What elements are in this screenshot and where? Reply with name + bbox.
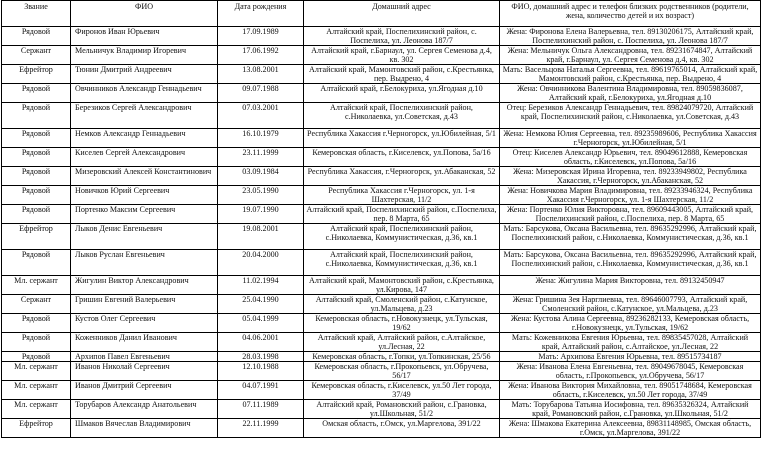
cell-rank: Рядовой: [2, 129, 71, 148]
table-row: [2, 103, 761, 129]
cell-name: Фиронов Иван Юрьевич: [71, 27, 218, 46]
cell-address: Алтайский край, Романовский район, с.Грановка, ул.Школьная, 51/2: [304, 400, 500, 419]
cell-rank: Рядовой: [2, 186, 71, 205]
table-row: [2, 362, 761, 381]
cell-address: Кемеровская область, г.Топки, ул.Топкинская, 25/56: [304, 352, 500, 362]
cell-dob: 25.04.1990: [218, 295, 304, 314]
cell-name: Иванов Николай Сергеевич: [71, 362, 218, 381]
cell-rank: Мл. сержант: [2, 381, 71, 400]
personnel-table: [1, 0, 761, 438]
cell-rank: Рядовой: [2, 148, 71, 167]
cell-dob: 17.09.1989: [218, 27, 304, 46]
cell-dob: 05.04.1999: [218, 314, 304, 333]
cell-address: Алтайский край, г.Барнаул, ул. Сергея Семенова д.4, кв. 302: [304, 46, 500, 65]
header-name: ФИО: [71, 1, 218, 27]
table-body: [2, 27, 761, 438]
cell-name: Архипов Павел Евгеньевич: [71, 352, 218, 362]
table-row: [2, 419, 761, 438]
cell-relatives: Мать: Барсукова, Оксана Васильевна, тел. 89635292996, Алтайский край, Поспелихинский район, с.Николаевка, Коммунистическая, д.36, кв.1: [500, 224, 761, 250]
cell-address: Алтайский край, Поспелихинский район, с.Поспелиха, пер. 8 Марта, 65: [304, 205, 500, 224]
cell-rank: Рядовой: [2, 352, 71, 362]
cell-address: Алтайский край, г.Белокуриха, ул.Ягодная д.10: [304, 84, 500, 103]
table-row: [2, 333, 761, 352]
cell-relatives: Мать: Архипова Евгения Юрьевна, тел. 89515734187: [500, 352, 761, 362]
cell-rank: Рядовой: [2, 333, 71, 352]
cell-relatives: Жена: Мизеровская Ирина Игоревна, тел. 89233949802, Республика Хакассия, г.Черногорск, ул.Абаканская, 52: [500, 167, 761, 186]
cell-dob: 16.10.1979: [218, 129, 304, 148]
cell-name: Иванов Дмитрий Сергеевич: [71, 381, 218, 400]
cell-relatives: Мать: Васельцова Наталья Сергеевна, тел. 89619765014, Алтайский край, Мамонтовский район, с.Крестьянка, пер. Выдрено, 4: [500, 65, 761, 84]
cell-name: Новичков Юрий Сергеевич: [71, 186, 218, 205]
cell-address: Алтайский край, Мамонтовский район, с.Крестьянка, ул.Кирова, 147: [304, 276, 500, 295]
cell-dob: 13.08.2001: [218, 65, 304, 84]
cell-dob: 17.06.1992: [218, 46, 304, 65]
header-rank: Звание: [2, 1, 71, 27]
cell-address: Кемеровская область, г.Киселевск, ул.Попова, 5а/16: [304, 148, 500, 167]
cell-address: Алтайский край, Поспелихинский район, с.Николаевка, ул.Советская, д.43: [304, 103, 500, 129]
cell-relatives: Жена: Фиронова Елена Валерьевна, тел. 89130206175, Алтайский край, Поспелихинский район, с. Поспелиха, ул. Леонова 187/7: [500, 27, 761, 46]
cell-relatives: Жена: Кустова Алина Сергеевна, 89236282133, Кемеровская область, г.Новокузнецк, ул.Тульская, 19/62: [500, 314, 761, 333]
table-row: [2, 186, 761, 205]
cell-dob: 28.03.1998: [218, 352, 304, 362]
cell-dob: 03.09.1984: [218, 167, 304, 186]
cell-relatives: Жена: Иванова Елена Евгеньевна, тел. 89049678045, Кемеровская область, г.Прокопьевск, ул.Обручева, 56/17: [500, 362, 761, 381]
cell-address: Алтайский край, Смоленский район, с.Катунское, ул.Мальцева, д.23: [304, 295, 500, 314]
header-address: Домашний адрес: [304, 1, 500, 27]
cell-rank: Мл. сержант: [2, 276, 71, 295]
table-row: [2, 148, 761, 167]
cell-name: Лыков Руслан Евгеньевич: [71, 250, 218, 276]
cell-rank: Мл. сержант: [2, 400, 71, 419]
cell-dob: 12.10.1988: [218, 362, 304, 381]
cell-name: Торубаров Александр Анатольевич: [71, 400, 218, 419]
table-row: [2, 250, 761, 276]
cell-dob: 23.11.1999: [218, 148, 304, 167]
cell-name: Мизеровский Алексей Константинович: [71, 167, 218, 186]
cell-dob: 19.07.1990: [218, 205, 304, 224]
cell-name: Портенко Максим Сергеевич: [71, 205, 218, 224]
cell-rank: Ефрейтор: [2, 65, 71, 84]
cell-name: Мельничук Владимир Игоревич: [71, 46, 218, 65]
table-row: [2, 205, 761, 224]
cell-rank: Рядовой: [2, 205, 71, 224]
cell-rank: Рядовой: [2, 167, 71, 186]
table-row: [2, 46, 761, 65]
header-relatives: ФИО, домашний адрес и телефон близких родственников (родители, жена, количество детей и их возраст): [500, 1, 761, 27]
table-row: [2, 314, 761, 333]
cell-address: Алтайский край, Поспелихинский район, с.Николаевка, Коммунистическая, д.36, кв.1: [304, 224, 500, 250]
cell-relatives: Жена: Овчинникова Валентина Владимировна, тел. 89059836087, Алтайский край, г.Белокуриха, ул.Ягодная д.10: [500, 84, 761, 103]
table-row: [2, 224, 761, 250]
cell-rank: Ефрейтор: [2, 419, 71, 438]
cell-rank: Мл. сержант: [2, 362, 71, 381]
cell-address: Омская область, г.Омск, ул.Маргелова, 391/22: [304, 419, 500, 438]
cell-dob: 19.08.2001: [218, 224, 304, 250]
cell-address: Алтайский край, Мамонтовский район, с.Крестьянка, пер. Выдрено, 4: [304, 65, 500, 84]
table-row: [2, 400, 761, 419]
table-row: [2, 84, 761, 103]
header-dob: Дата рождения: [218, 1, 304, 27]
cell-relatives: Жена: Шмакова Екатерина Алексеевна, 89831148985, Омская область, г.Омск, ул.Маргелова, 391/22: [500, 419, 761, 438]
cell-relatives: Жена: Гришина Зея Нарглиевна, тел. 89646007793, Алтайский край, Смоленский район, с.Катунское, ул.Мальцева, д.23: [500, 295, 761, 314]
cell-address: Кемеровская область, г.Прокопьевск, ул.Обручева, 56/17: [304, 362, 500, 381]
cell-name: Коженников Данил Иванович: [71, 333, 218, 352]
cell-dob: 04.07.1991: [218, 381, 304, 400]
cell-relatives: Жена: Новичкова Мария Владимировна, тел. 89233946324, Республика Хакассия г.Черногорск, ул. 1-я Шахтерская, 11/2: [500, 186, 761, 205]
cell-dob: 07.11.1989: [218, 400, 304, 419]
cell-dob: 09.07.1988: [218, 84, 304, 103]
table-row: [2, 65, 761, 84]
cell-rank: Рядовой: [2, 314, 71, 333]
cell-name: Шмаков Вячеслав Владимирович: [71, 419, 218, 438]
cell-name: Жигулин Виктор Александрович: [71, 276, 218, 295]
cell-address: Алтайский край, Поспелихинский район, с.Николаевка, Коммунистическая, д.36, кв.1: [304, 250, 500, 276]
cell-address: Республика Хакассия, г.Черногорск, ул.Абаканская, 52: [304, 167, 500, 186]
cell-rank: Сержант: [2, 46, 71, 65]
table-row: [2, 276, 761, 295]
cell-dob: 23.05.1990: [218, 186, 304, 205]
cell-relatives: Отец: Киселев Александр Юрьевич, тел. 89049612888, Кемеровская область, г.Киселевск, ул.Попова, 5а/16: [500, 148, 761, 167]
table-row: [2, 129, 761, 148]
cell-rank: Ефрейтор: [2, 224, 71, 250]
cell-relatives: Мать: Торубарова Татьяна Иосифовна, тел. 89635326324, Алтайский край, Романовский район, с.Грановка, ул.Школьная, 51/2: [500, 400, 761, 419]
table-row: [2, 295, 761, 314]
cell-relatives: Жена: Жигулина Мария Викторовна, тел. 89132450947: [500, 276, 761, 295]
cell-dob: 04.06.2001: [218, 333, 304, 352]
cell-name: Киселев Сергей Александрович: [71, 148, 218, 167]
cell-name: Гришин Евгений Валерьевич: [71, 295, 218, 314]
cell-rank: Сержант: [2, 295, 71, 314]
cell-dob: 11.02.1994: [218, 276, 304, 295]
cell-rank: Рядовой: [2, 84, 71, 103]
cell-dob: 20.04.2000: [218, 250, 304, 276]
cell-name: Кустов Олег Сергеевич: [71, 314, 218, 333]
cell-relatives: Жена: Портенко Юлия Викторовна, тел. 89609443005, Алтайский край, Поспелихинский район, с.Поспелиха, пер. 8 Марта, 65: [500, 205, 761, 224]
cell-address: Алтайский край, Поспелихинский район, с. Поспелиха, ул. Леонова 187/7: [304, 27, 500, 46]
table-row: [2, 381, 761, 400]
table-row: [2, 27, 761, 46]
cell-name: Березиков Сергей Александрович: [71, 103, 218, 129]
cell-address: Республика Хакассия г.Черногорск, ул.Юбилейная, 5/1: [304, 129, 500, 148]
cell-address: Республика Хакассия г.Черногорск, ул. 1-я Шахтерская, 11/2: [304, 186, 500, 205]
cell-relatives: Мать: Кожевникова Евгения Юрьевна, тел. 89835457028, Алтайский край, Алтайский район, с.Алтайское, ул.Лесная, 22: [500, 333, 761, 352]
cell-relatives: Жена: Немкова Юлия Сергеевна, тел. 89235989606, Республика Хакассия г.Черногорск, ул.Юбилейная, 5/1: [500, 129, 761, 148]
cell-address: Кемеровская область, г.Новокузнецк, ул.Тульская, 19/62: [304, 314, 500, 333]
cell-dob: 07.03.2001: [218, 103, 304, 129]
cell-name: Лыков Денис Евгеньевич: [71, 224, 218, 250]
cell-address: Алтайский край, Алтайский район, с.Алтайское, ул.Лесная, 22: [304, 333, 500, 352]
cell-name: Тюнин Дмитрий Андреевич: [71, 65, 218, 84]
cell-address: Кемеровская область, г.Киселевск, ул.50 Лет города, 37/49: [304, 381, 500, 400]
cell-rank: Рядовой: [2, 27, 71, 46]
cell-relatives: Жена: Мельничук Ольга Александровна, тел. 89231674847, Алтайский край, г.Барнаул, ул. Сергея Семенова д.4, кв. 302: [500, 46, 761, 65]
cell-relatives: Отец: Березиков Александр Геннадьевич, тел. 89824079720, Алтайский край, Поспелихинский район, с.Николаевка, ул.Советская, д.43: [500, 103, 761, 129]
cell-rank: Рядовой: [2, 250, 71, 276]
cell-dob: 22.11.1999: [218, 419, 304, 438]
cell-rank: Рядовой: [2, 103, 71, 129]
table-header-row: [2, 1, 761, 27]
cell-name: Овчинников Александр Геннадьевич: [71, 84, 218, 103]
table-row: [2, 352, 761, 362]
cell-name: Немков Александр Геннадьевич: [71, 129, 218, 148]
cell-relatives: Мать: Барсукова, Оксана Васильевна, тел. 89635292996, Алтайский край, Поспелихинский район, с.Николаевка, Коммунистическая, д.36, кв.1: [500, 250, 761, 276]
cell-relatives: Жена: Иванова Виктория Михайловна, тел. 89051748684, Кемеровская область, г.Киселевск, ул.50 Лет города, 37/49: [500, 381, 761, 400]
table-row: [2, 167, 761, 186]
